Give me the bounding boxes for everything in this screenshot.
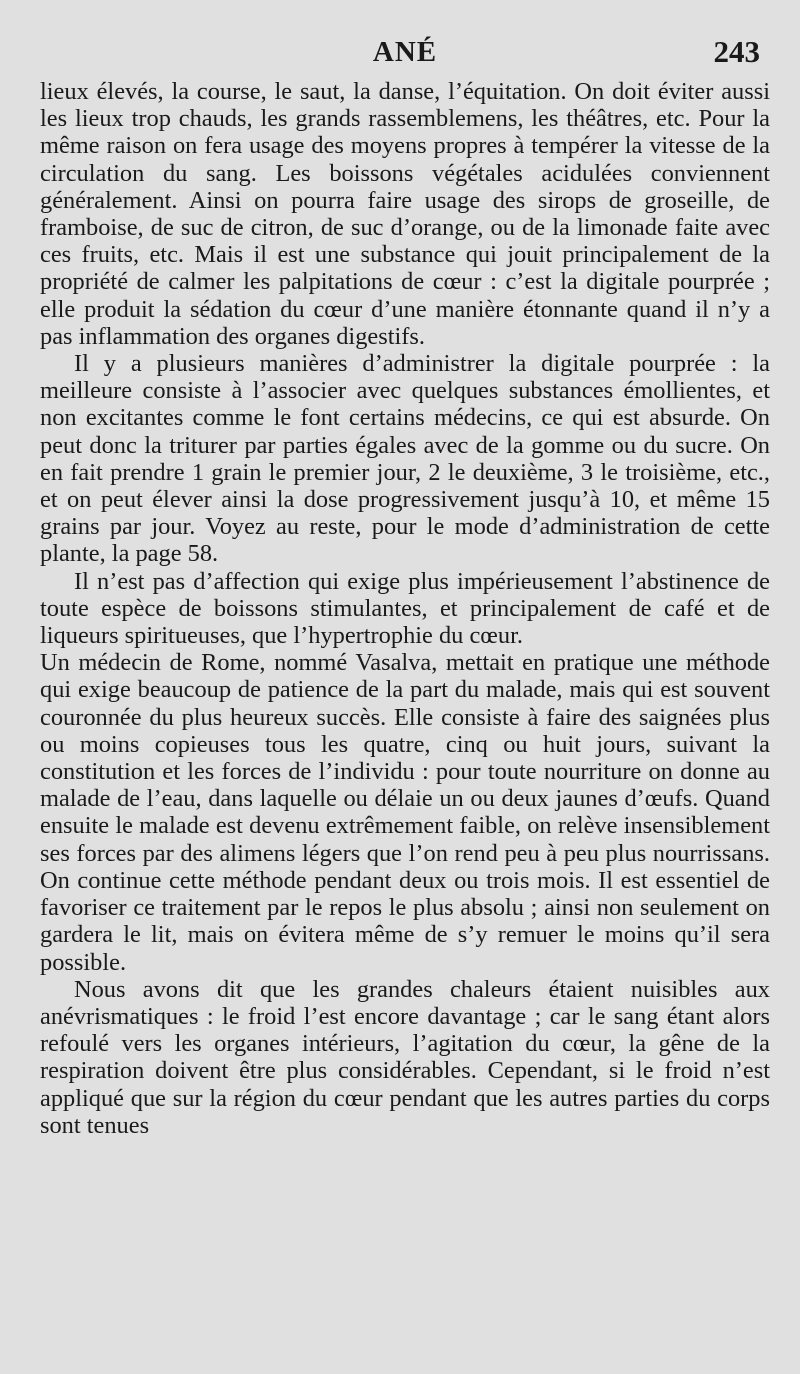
page-header <box>40 30 770 78</box>
paragraph: Un médecin de Rome, nommé Vasalva, mettait en pratique une méthode qui exige beaucoup de patience de la part du malade, mais qui est souvent couronnée du plus heureux succès. Elle consiste à faire des saignées plus ou moins copieuses tous les quatre, cinq ou huit jours, suivant la constitution et les forces de l’individu : pour toute nourriture on donne au malade de l’eau, dans laquelle ou délaie un ou deux jaunes d’œufs. Quand ensuite le malade est devenu extrêmement faible, on relève insensiblement ses forces par des alimens légers que l’on rend peu à peu plus nourrissans. On continue cette méthode pendant deux ou trois mois. Il est essentiel de favoriser ce traitement par le repos le plus absolu ; ainsi non seulement on gardera le lit, mais on évitera même de s’y remuer le moins qu’il sera possible. <box>40 649 770 976</box>
running-head: ANÉ <box>372 36 438 68</box>
page-number: 243 <box>713 34 760 69</box>
paragraph: Il n’est pas d’affection qui exige plus impérieusement l’abstinence de toute espèce de boissons stimulantes, et principalement de café et de liqueurs spiritueuses, que l’hypertrophie du cœur. <box>40 567 770 650</box>
paragraph: Nous avons dit que les grandes chaleurs étaient nuisibles aux anévrismatiques : le froid l’est encore davantage ; car le sang étant alors refoulé vers les organes intérieurs, l’agitation du cœur, la gêne de la respiration doivent être plus considérables. Cependant, si le froid n’est appliqué que sur la région du cœur pendant que les autres parties du corps sont tenues <box>40 975 770 1139</box>
paragraph: lieux élevés, la course, le saut, la danse, l’équitation. On doit éviter aussi les lieux trop chauds, les grands rassemblemens, les théâtres, etc. Pour la même raison on fera usage des moyens propres à tempérer la vitesse de la circulation du sang. Les boissons végétales acidulées conviennent généralement. Ainsi on pourra faire usage des sirops de groseille, de framboise, de suc de citron, de suc d’orange, ou de la limonade faite avec ces fruits, etc. Mais il est une substance qui jouit principalement de la propriété de calmer les palpitations de cœur : c’est la digitale pourprée ; elle produit la sédation du cœur d’une manière étonnante quand il n’y a pas inflammation des organes digestifs. <box>40 78 770 350</box>
paragraph: Il y a plusieurs manières d’administrer la digitale pourprée : la meilleure consiste à l’associer avec quelques substances émollientes, et non excitantes comme le font certains médecins, ce qui est absurde. On peut donc la triturer par parties égales avec de la gomme ou du sucre. On en fait prendre 1 grain le premier jour, 2 le deuxième, 3 le troisième, etc., et on peut élever ainsi la dose progressivement jusqu’à 10, et même 15 grains par jour. Voyez au reste, pour le mode d’administration de cette plante, la page 58. <box>40 350 770 568</box>
body-text <box>40 78 770 1139</box>
